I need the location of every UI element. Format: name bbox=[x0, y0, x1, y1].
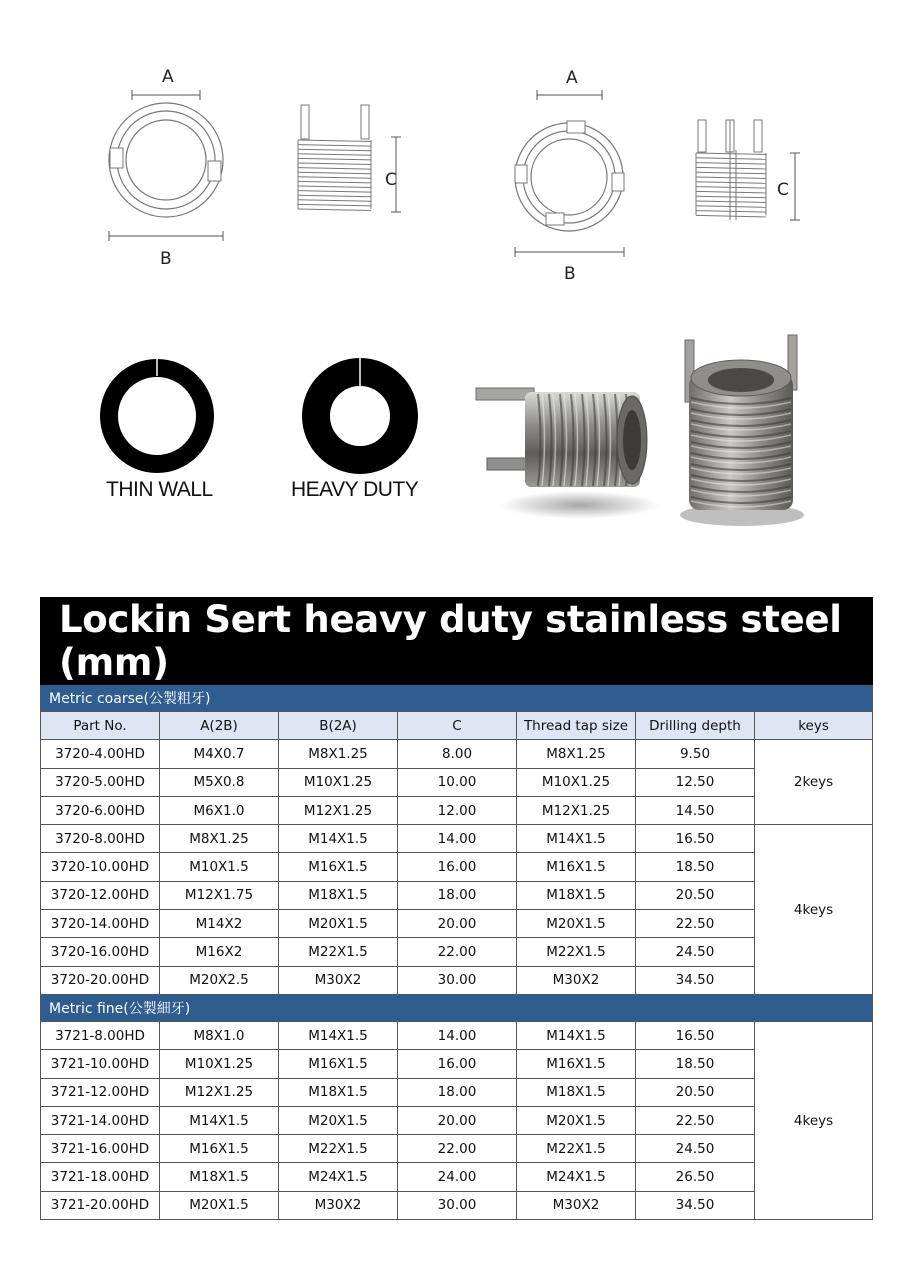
table-cell: M8X1.0 bbox=[160, 1021, 279, 1049]
spec-table-body bbox=[41, 598, 873, 1220]
table-cell: M22X1.5 bbox=[517, 938, 636, 966]
table-row bbox=[41, 938, 873, 966]
four-key-side-view-drawing bbox=[688, 110, 813, 230]
table-cell: 12.50 bbox=[636, 768, 755, 796]
table-cell: M5X0.8 bbox=[160, 768, 279, 796]
two-key-side-view-drawing bbox=[290, 100, 415, 220]
table-cell: 16.00 bbox=[398, 1050, 517, 1078]
table-cell: 3721-10.00HD bbox=[41, 1050, 160, 1078]
table-cell: 14.00 bbox=[398, 1021, 517, 1049]
table-cell: 3721-8.00HD bbox=[41, 1021, 160, 1049]
table-cell: 3720-20.00HD bbox=[41, 966, 160, 994]
four-key-top-view-drawing bbox=[500, 85, 645, 260]
table-cell: M4X0.7 bbox=[160, 740, 279, 768]
table-cell: M20X1.5 bbox=[279, 910, 398, 938]
table-cell: 34.50 bbox=[636, 1191, 755, 1219]
table-cell: M18X1.5 bbox=[279, 1078, 398, 1106]
table-cell: 3721-20.00HD bbox=[41, 1191, 160, 1219]
column-header: A(2B) bbox=[160, 712, 279, 740]
dim-c-label-2: C bbox=[777, 180, 789, 200]
table-cell: M18X1.5 bbox=[160, 1163, 279, 1191]
table-row bbox=[41, 966, 873, 994]
table-cell: M12X1.25 bbox=[517, 796, 636, 824]
table-cell: M18X1.5 bbox=[279, 881, 398, 909]
spec-table bbox=[40, 597, 873, 1220]
table-cell: 20.00 bbox=[398, 910, 517, 938]
column-header: Part No. bbox=[41, 712, 160, 740]
table-title-row bbox=[41, 598, 873, 685]
table-cell: 3720-12.00HD bbox=[41, 881, 160, 909]
section-header-row bbox=[41, 994, 873, 1021]
table-cell: 3721-16.00HD bbox=[41, 1135, 160, 1163]
table-row bbox=[41, 1050, 873, 1078]
table-cell: M14X2 bbox=[160, 910, 279, 938]
table-cell: 18.00 bbox=[398, 1078, 517, 1106]
table-cell: M30X2 bbox=[517, 966, 636, 994]
table-row bbox=[41, 1078, 873, 1106]
table-row bbox=[41, 740, 873, 768]
table-cell: M20X2.5 bbox=[160, 966, 279, 994]
table-row bbox=[41, 796, 873, 824]
table-cell: M8X1.25 bbox=[279, 740, 398, 768]
table-cell: 22.50 bbox=[636, 1106, 755, 1134]
table-row bbox=[41, 1163, 873, 1191]
table-row bbox=[41, 825, 873, 853]
table-title: Lockin Sert heavy duty stainless steel (mm) bbox=[41, 598, 873, 685]
table-cell: M18X1.5 bbox=[517, 1078, 636, 1106]
column-header: Drilling depth bbox=[636, 712, 755, 740]
table-cell: 3720-6.00HD bbox=[41, 796, 160, 824]
table-row bbox=[41, 1135, 873, 1163]
table-cell: 16.00 bbox=[398, 853, 517, 881]
table-cell: M16X1.5 bbox=[160, 1135, 279, 1163]
table-cell: M24X1.5 bbox=[279, 1163, 398, 1191]
table-cell: M12X1.25 bbox=[279, 796, 398, 824]
column-header: Thread tap size bbox=[517, 712, 636, 740]
table-cell: M22X1.5 bbox=[279, 938, 398, 966]
table-cell: M30X2 bbox=[517, 1191, 636, 1219]
insert-side-photo bbox=[470, 370, 660, 525]
keys-cell: 2keys bbox=[755, 740, 873, 825]
table-cell: 18.00 bbox=[398, 881, 517, 909]
table-cell: M20X1.5 bbox=[279, 1106, 398, 1134]
keys-cell: 4keys bbox=[755, 825, 873, 995]
table-cell: 24.50 bbox=[636, 1135, 755, 1163]
table-row bbox=[41, 1106, 873, 1134]
table-cell: M22X1.5 bbox=[279, 1135, 398, 1163]
table-cell: 3721-12.00HD bbox=[41, 1078, 160, 1106]
table-cell: M16X1.5 bbox=[517, 1050, 636, 1078]
table-row bbox=[41, 1191, 873, 1219]
table-cell: 14.50 bbox=[636, 796, 755, 824]
table-cell: 22.00 bbox=[398, 938, 517, 966]
table-row bbox=[41, 881, 873, 909]
table-cell: 26.50 bbox=[636, 1163, 755, 1191]
table-cell: 10.00 bbox=[398, 768, 517, 796]
table-row bbox=[41, 853, 873, 881]
table-cell: 8.00 bbox=[398, 740, 517, 768]
table-cell: M6X1.0 bbox=[160, 796, 279, 824]
table-cell: M10X1.25 bbox=[160, 1050, 279, 1078]
table-cell: 18.50 bbox=[636, 853, 755, 881]
table-cell: 9.50 bbox=[636, 740, 755, 768]
table-cell: M14X1.5 bbox=[160, 1106, 279, 1134]
column-header: C bbox=[398, 712, 517, 740]
column-header: B(2A) bbox=[279, 712, 398, 740]
table-cell: M20X1.5 bbox=[517, 910, 636, 938]
table-cell: 3721-18.00HD bbox=[41, 1163, 160, 1191]
table-cell: 3720-10.00HD bbox=[41, 853, 160, 881]
table-cell: M20X1.5 bbox=[160, 1191, 279, 1219]
dim-b-label: B bbox=[160, 249, 172, 269]
table-cell: M16X1.5 bbox=[279, 853, 398, 881]
table-cell: M8X1.25 bbox=[517, 740, 636, 768]
table-cell: 30.00 bbox=[398, 966, 517, 994]
table-cell: M10X1.5 bbox=[160, 853, 279, 881]
table-cell: 20.50 bbox=[636, 881, 755, 909]
table-cell: M16X2 bbox=[160, 938, 279, 966]
table-cell: M16X1.5 bbox=[517, 853, 636, 881]
keys-cell: 4keys bbox=[755, 1021, 873, 1219]
table-cell: M20X1.5 bbox=[517, 1106, 636, 1134]
table-cell: M18X1.5 bbox=[517, 881, 636, 909]
table-row bbox=[41, 910, 873, 938]
table-cell: M8X1.25 bbox=[160, 825, 279, 853]
table-cell: 3720-5.00HD bbox=[41, 768, 160, 796]
table-cell: M14X1.5 bbox=[517, 825, 636, 853]
table-cell: 14.00 bbox=[398, 825, 517, 853]
table-cell: M30X2 bbox=[279, 966, 398, 994]
heavy-duty-label: HEAVY DUTY bbox=[291, 478, 419, 501]
table-cell: 24.00 bbox=[398, 1163, 517, 1191]
table-cell: M12X1.75 bbox=[160, 881, 279, 909]
table-cell: 24.50 bbox=[636, 938, 755, 966]
dim-c-label: C bbox=[385, 170, 397, 190]
section-title: Metric coarse(公製粗牙) bbox=[41, 685, 873, 712]
table-cell: 22.00 bbox=[398, 1135, 517, 1163]
dim-a-label: A bbox=[162, 67, 174, 87]
section-title: Metric fine(公製細牙) bbox=[41, 994, 873, 1021]
table-cell: M14X1.5 bbox=[279, 1021, 398, 1049]
dim-b-label-2: B bbox=[564, 264, 576, 284]
table-cell: 16.50 bbox=[636, 1021, 755, 1049]
table-cell: 22.50 bbox=[636, 910, 755, 938]
table-row bbox=[41, 768, 873, 796]
table-cell: 12.00 bbox=[398, 796, 517, 824]
table-cell: M14X1.5 bbox=[279, 825, 398, 853]
table-cell: M10X1.25 bbox=[517, 768, 636, 796]
table-cell: M16X1.5 bbox=[279, 1050, 398, 1078]
heavy-duty-ring-icon bbox=[301, 357, 419, 475]
table-cell: 30.00 bbox=[398, 1191, 517, 1219]
table-cell: M14X1.5 bbox=[517, 1021, 636, 1049]
section-header-row bbox=[41, 685, 873, 712]
table-cell: 34.50 bbox=[636, 966, 755, 994]
table-cell: 20.00 bbox=[398, 1106, 517, 1134]
table-cell: 3720-8.00HD bbox=[41, 825, 160, 853]
two-key-top-view-drawing bbox=[95, 85, 240, 245]
column-header: keys bbox=[755, 712, 873, 740]
table-cell: 18.50 bbox=[636, 1050, 755, 1078]
table-cell: M30X2 bbox=[279, 1191, 398, 1219]
table-cell: 3721-14.00HD bbox=[41, 1106, 160, 1134]
table-cell: 3720-14.00HD bbox=[41, 910, 160, 938]
table-cell: M24X1.5 bbox=[517, 1163, 636, 1191]
insert-angled-photo bbox=[675, 330, 810, 530]
table-cell: 3720-4.00HD bbox=[41, 740, 160, 768]
table-cell: M12X1.25 bbox=[160, 1078, 279, 1106]
table-cell: 16.50 bbox=[636, 825, 755, 853]
thin-wall-label: THIN WALL bbox=[106, 478, 213, 501]
table-cell: M10X1.25 bbox=[279, 768, 398, 796]
table-cell: M22X1.5 bbox=[517, 1135, 636, 1163]
column-header-row bbox=[41, 712, 873, 740]
thin-wall-ring-icon bbox=[98, 357, 216, 475]
table-cell: 20.50 bbox=[636, 1078, 755, 1106]
table-cell: 3720-16.00HD bbox=[41, 938, 160, 966]
dim-a-label-2: A bbox=[566, 68, 578, 88]
table-row bbox=[41, 1021, 873, 1049]
